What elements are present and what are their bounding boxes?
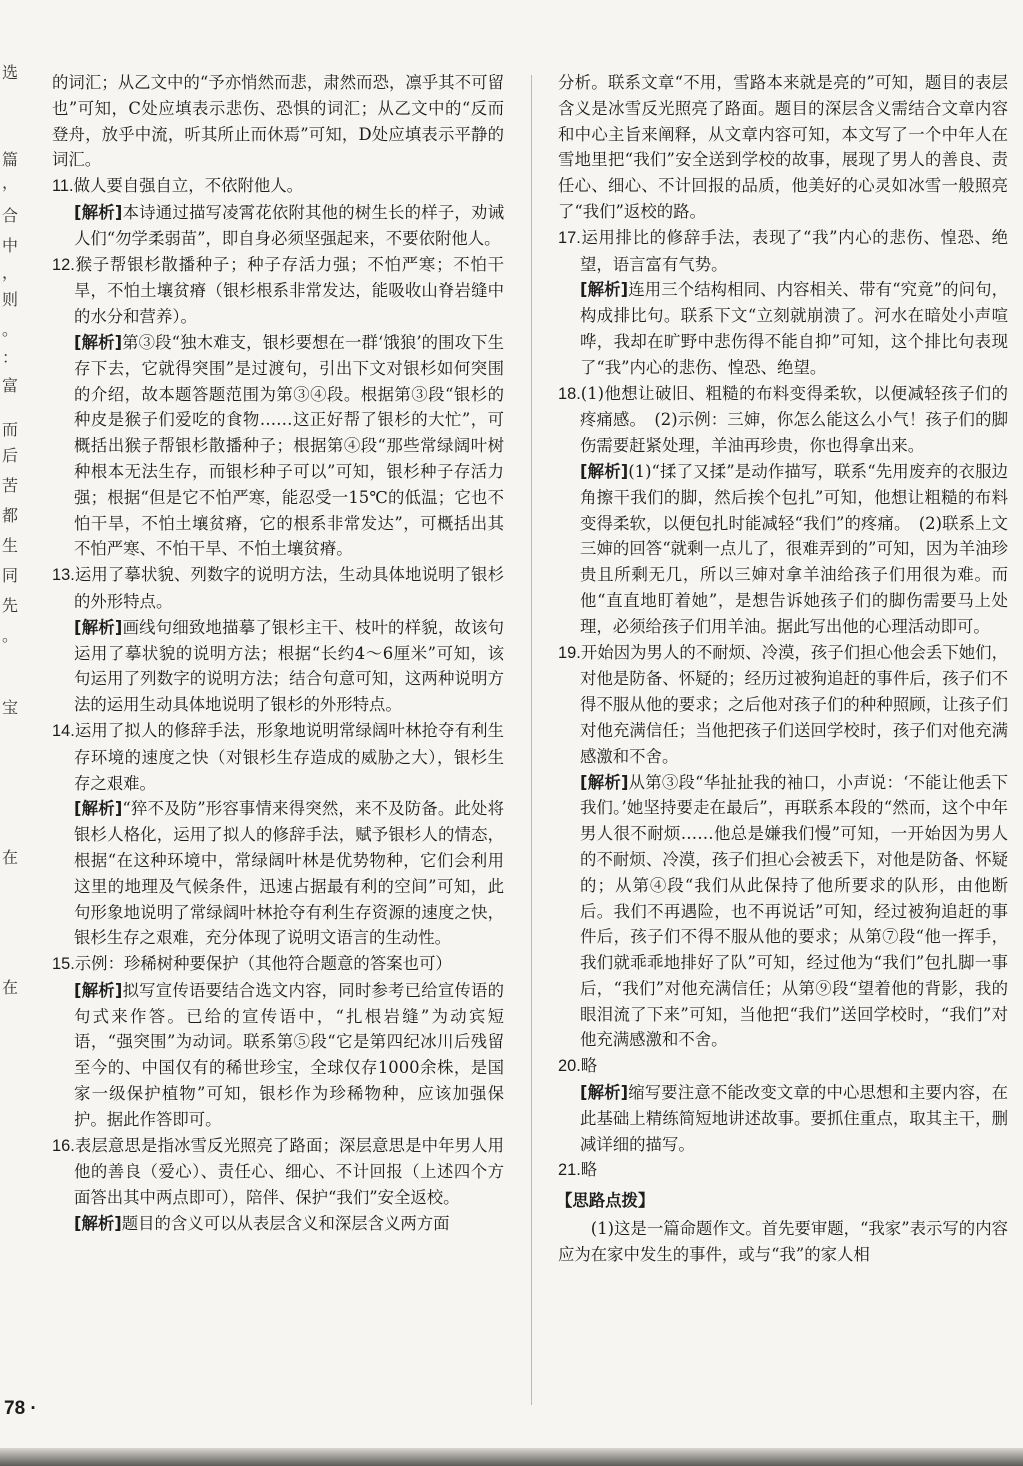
item-number: 11. bbox=[52, 177, 74, 196]
answer-text: 略 bbox=[580, 1056, 598, 1076]
analysis-block bbox=[558, 459, 1008, 640]
analysis-text: (1)“揉了又揉”是动作描写，联系“先用废弃的衣服边角擦干我们的脚，然后挨个包扎”可知，他想让粗糙的布料变得柔软，以便包扎时能减轻“我们”的疼痛。 (2)联系上文三婶的回答“就剩一点儿了，很难弄到的”可知，因为羊油珍贵且所剩无几，所以三婶对拿羊油给孩子们用很为难。而他“直直地盯着她”，是想告诉她孩子们的脚伤需要马上处理，必须给孩子们用羊油。据此写出他的心理活动即可。 bbox=[580, 461, 1009, 636]
analysis-tag: [解析] bbox=[74, 980, 123, 1000]
left-column bbox=[52, 70, 504, 1237]
answer-item bbox=[52, 951, 504, 978]
edge-fragment: 生 bbox=[2, 536, 18, 555]
edge-fragment: 都 bbox=[2, 506, 18, 525]
item-number: 20. bbox=[558, 1057, 581, 1076]
analysis-tag: [解析] bbox=[74, 332, 123, 352]
analysis-tag: [解析] bbox=[74, 799, 123, 819]
item-number: 18. bbox=[558, 384, 581, 403]
item-number: 13. bbox=[52, 566, 75, 585]
analysis-block bbox=[558, 770, 1008, 1054]
edge-fragment: 合 bbox=[2, 206, 18, 225]
answer-item bbox=[52, 1133, 504, 1211]
answer-text: 运用了摹状貌、列数字的说明方法，生动具体地说明了银杉的外形特点。 bbox=[74, 565, 504, 611]
edge-fragment: 。 bbox=[2, 626, 18, 645]
analysis-text: 从第③段“华扯扯我的袖口，小声说：‘不能让他丢下我们。’她坚持要走在最后”，再联系本段的“然而，这个中年男人很不耐烦……他总是嫌我们慢”可知，一开始因为男人的不耐烦、冷漠，孩子们担心会被丢下，对他是防备、怀疑的；从第④段“我们从此保持了他所要求的队形，由他断后。我们不再遇险，也不再说话”可知，经过被狗追赶的事件后，孩子们不得不服从他的要求；从第⑦段“他一挥手，我们就乖乖地排好了队”可知，经过他为“我们”包扎脚一事后，“我们”对他充满信任；从第⑨段“望着他的背影，我的眼泪流了下来”可知，当他把“我们”送回学校时，“我们”对他充满感激和不舍。 bbox=[580, 772, 1008, 1050]
analysis-block bbox=[52, 796, 504, 951]
analysis-text: 第③段“独木难支，银杉要想在一群‘饿狼’的围攻下生存下去，它就得突围”是过渡句，引出下文对银杉如何突围的介绍，故本题答题范围为第③④段。根据第③段“银杉的种皮是猴子们爱吃的食物……这正好帮了银杉的大忙”，可概括出猴子帮银杉散播种子；根据第④段“那些常绿阔叶树种根本无法生存，而银杉种子可以”可知，银杉种子存活力强；根据“但是它不怕严寒，能忍受一15℃的低温；它也不怕干旱，不怕土壤贫瘠，它的根系非常发达”，可概括出其不怕严寒、不怕干旱、不怕土壤贫瘠。 bbox=[74, 332, 504, 559]
edge-fragment: 苦 bbox=[2, 476, 18, 495]
edge-fragment: 后 bbox=[2, 446, 18, 465]
answer-item bbox=[558, 1157, 1008, 1184]
edge-fragment: 选 bbox=[2, 63, 18, 82]
paragraph: (1)这是一篇命题作文。首先要审题，“我家”表示写的内容应为在家中发生的事件，或与“我”的家人相 bbox=[558, 1219, 1008, 1264]
item-number: 12. bbox=[52, 255, 75, 274]
answer-text: 做人要自强自立，不依附他人。 bbox=[73, 176, 304, 196]
edge-fragment: 在 bbox=[2, 978, 18, 997]
binding-shadow bbox=[0, 1448, 1023, 1466]
analysis-block bbox=[52, 978, 504, 1133]
edge-strip bbox=[0, 60, 18, 1400]
edge-fragment: 则 bbox=[2, 290, 18, 309]
edge-fragment: ， bbox=[2, 263, 18, 282]
continued-text: 分析。联系文章“不用，雪路本来就是亮的”可知，题目的表层含义是冰雪反光照亮了路面。题目的深层含义需结合文章内容和中心主旨来阐释，从文章内容可知，本文写了一个中年人在雪地里把“我们”安全送到学校的故事，展现了男人的善良、责任心、细心、不计回报的品质，他美好的心灵如冰雪一般照亮了“我们”返校的路。 bbox=[558, 73, 1008, 221]
column-divider bbox=[531, 75, 532, 1405]
answer-item bbox=[558, 1053, 1008, 1080]
answer-text: 猴子帮银杉散播种子；种子存活力强；不怕严寒；不怕干旱，不怕土壤贫瘠（银杉根系非常发达，能吸收山脊岩缝中的水分和营养）。 bbox=[74, 254, 504, 327]
item-number: 17. bbox=[558, 228, 581, 247]
edge-fragment: 先 bbox=[2, 596, 18, 615]
answer-item bbox=[52, 252, 504, 330]
answer-text: 略 bbox=[580, 1160, 598, 1180]
right-column bbox=[558, 70, 1008, 1268]
continued-text: 的词汇；从乙文中的“予亦悄然而悲，肃然而恐，凛乎其不可留也”可知，C处应填表示悲伤、恐惧的词汇；从乙文中的“反而登舟，放乎中流，听其所止而休焉”可知，D处应填表示平静的词汇。 bbox=[52, 73, 504, 170]
edge-fragment: 同 bbox=[2, 566, 18, 585]
item-number: 21. bbox=[558, 1161, 581, 1180]
analysis-tag: [解析] bbox=[580, 280, 629, 300]
answer-item bbox=[52, 562, 504, 615]
edge-fragment: 富 bbox=[2, 376, 18, 395]
answer-text: 运用了拟人的修辞手法，形象地说明常绿阔叶林抢夺有利生存环境的速度之快（对银杉生存造成的威胁之大），银杉生存之艰难。 bbox=[74, 720, 504, 793]
analysis-block bbox=[52, 200, 504, 252]
item-number: 15. bbox=[52, 955, 75, 974]
analysis-text: “猝不及防”形容事情来得突然，来不及防备。此处将银杉人格化，运用了拟人的修辞手法，赋予银杉人的情态，根据“在这种环境中，常绿阔叶林是优势物种，它们会利用这里的地理及气候条件，迅速占据最有利的空间”可知，此句形象地说明了常绿阔叶林抢夺有利生存资源的速度之快，银杉生存之艰难，充分体现了说明文语言的生动性。 bbox=[74, 799, 504, 948]
analysis-tag: [解析] bbox=[580, 461, 629, 481]
edge-fragment: 宝 bbox=[2, 698, 18, 717]
answer-text: 表层意思是指冰雪反光照亮了路面；深层意思是中年男人用他的善良（爱心）、责任心、细心、不计回报（上述四个方面答出其中两点即可），陪伴、保护“我们”安全返校。 bbox=[74, 1135, 504, 1208]
answer-text: 示例：珍稀树种要保护（其他符合题意的答案也可） bbox=[74, 954, 452, 974]
analysis-block bbox=[52, 330, 504, 562]
analysis-text: 拟写宣传语要结合选文内容，同时参考已给宣传语的句式来作答。已给的宣传语中，“扎根岩缝”为动宾短语，“强突围”为动词。联系第⑤段“它是第四纪冰川后残留至今的、中国仅有的稀世珍宝，全球仅存1000余株，是国家一级保护植物”可知，银杉作为珍稀物种，应该加强保护。据此作答即可。 bbox=[74, 980, 505, 1129]
analysis-tag: [解析] bbox=[580, 1083, 629, 1103]
item-number: 14. bbox=[52, 721, 75, 740]
answer-item bbox=[558, 381, 1008, 459]
section-title: 【思路点拨】 bbox=[556, 1191, 655, 1211]
analysis-text: 画线句细致地描摹了银杉主干、枝叶的样貌，故该句运用了摹状貌的说明方法；根据“长约4～6厘米”可知，该句运用了列数字的说明方法；结合句意可知，这两种说明方法的运用生动具体地说明了银杉的外形特点。 bbox=[74, 617, 505, 715]
edge-fragment: 。 bbox=[2, 320, 18, 339]
answer-text: 运用排比的修辞手法，表现了“我”内心的悲伤、惶恐、绝望，语言富有气势。 bbox=[580, 227, 1008, 274]
edge-fragment: ： bbox=[2, 348, 18, 367]
answer-item bbox=[558, 640, 1008, 770]
answer-item bbox=[558, 225, 1008, 278]
analysis-text: 本诗通过描写凌霄花依附其他的树生长的样子，劝诫人们“勿学柔弱苗”，即自身必须坚强起来，不要依附他人。 bbox=[74, 202, 505, 248]
analysis-tag: [解析] bbox=[74, 202, 123, 222]
analysis-block bbox=[558, 1080, 1008, 1157]
edge-fragment: 在 bbox=[2, 848, 18, 867]
analysis-text: 连用三个结构相同、内容相关、带有“究竟”的问句，构成排比句。联系下文“立刻就崩溃了。河水在暗处小声喧哗，我却在旷野中悲伤得不能自抑”可知，这个排比句表现了“我”内心的悲伤、惶恐、绝望。 bbox=[580, 280, 1009, 377]
answer-item bbox=[52, 173, 504, 200]
answer-text: 开始因为男人的不耐烦、冷漠，孩子们担心他会丢下她们，对他是防备、怀疑的；经历过被狗追赶的事件后，孩子们不得不服从他的要求；之后他对孩子们的种种照顾，让孩子们对他充满信任；当他把孩子们送回学校时，孩子们对他充满感激和不舍。 bbox=[580, 642, 1008, 766]
item-number: 19. bbox=[558, 643, 581, 662]
analysis-tag: [解析] bbox=[580, 772, 629, 792]
analysis-tag: [解析] bbox=[74, 617, 123, 637]
analysis-block bbox=[52, 615, 504, 718]
edge-fragment: 中 bbox=[2, 236, 18, 255]
analysis-text: 题目的含义可以从表层含义和深层含义两方面 bbox=[121, 1214, 450, 1234]
analysis-text: 缩写要注意不能改变文章的中心思想和主要内容，在此基础上精练简短地讲述故事。要抓住重点，取其主干，删减详细的描写。 bbox=[580, 1083, 1008, 1154]
edge-fragment: 篇 bbox=[2, 150, 18, 169]
page-number: 78 · bbox=[4, 1398, 37, 1419]
analysis-tag: [解析] bbox=[74, 1214, 122, 1234]
analysis-block bbox=[52, 1211, 504, 1237]
analysis-block bbox=[558, 277, 1008, 380]
item-number: 16. bbox=[52, 1136, 75, 1155]
answer-item bbox=[52, 718, 504, 796]
answer-text: (1)他想让破旧、粗糙的布料变得柔软，以便减轻孩子们的疼痛感。 (2)示例：三婶，你怎么能这么小气！孩子们的脚伤需要赶紧处理，羊油再珍贵，你也得拿出来。 bbox=[580, 383, 1008, 456]
edge-fragment: 而 bbox=[2, 420, 18, 439]
edge-fragment: ， bbox=[2, 173, 18, 192]
